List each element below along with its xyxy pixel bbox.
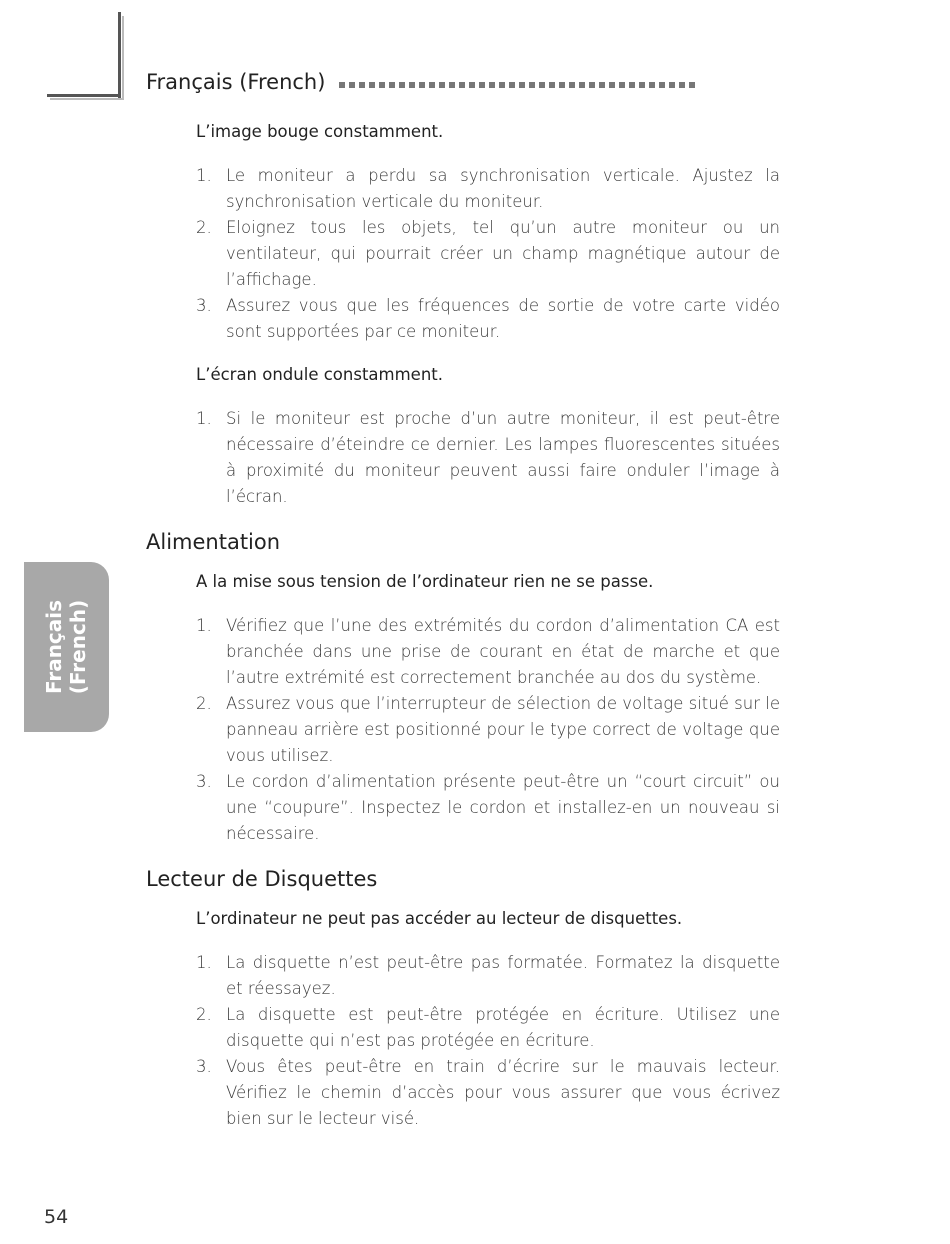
header-dot-rule (339, 82, 695, 88)
header-dot (499, 82, 505, 88)
solution-list (146, 163, 780, 345)
header-dot (469, 82, 475, 88)
header-dot (549, 82, 555, 88)
list-item (146, 406, 780, 510)
page-number: 54 (44, 1206, 69, 1228)
corner-mark-vertical-shadow (122, 16, 124, 100)
header-dot (669, 82, 675, 88)
list-item (146, 215, 780, 293)
header-dot (449, 82, 455, 88)
solution-list (146, 613, 780, 847)
header-dot (599, 82, 605, 88)
problem-heading: L’ordinateur ne peut pas accéder au lecteur de disquettes. (196, 909, 683, 928)
list-item-number: 1. (196, 953, 212, 972)
list-item-text: Assurez vous que les fréquences de sortie de votre carte vidéo sont supportées par ce moniteur. (226, 296, 780, 341)
list-item (146, 950, 780, 1002)
list-item-text: Vous êtes peut-être en train d’écrire sur le mauvais lecteur. Vérifiez le chemin d’accès pour vous assurer que vous écrivez bien sur le lecteur visé. (226, 1057, 780, 1128)
header-dot (369, 82, 375, 88)
list-item-number: 2. (196, 694, 212, 713)
header-dot (679, 82, 685, 88)
list-item-text: La disquette est peut-être protégée en écriture. Utilisez une disquette qui n’est pas protégée en écriture. (226, 1005, 780, 1050)
list-item-text: Le moniteur a perdu sa synchronisation verticale. Ajustez la synchronisation verticale du moniteur. (226, 166, 780, 211)
corner-mark-horizontal (47, 94, 121, 97)
header-dot (359, 82, 365, 88)
problem-heading: A la mise sous tension de l’ordinateur rien ne se passe. (196, 572, 654, 591)
corner-mark-horizontal-shadow (50, 98, 122, 100)
list-item (146, 1054, 780, 1132)
list-item (146, 691, 780, 769)
side-tab-line-1: Français (42, 599, 67, 695)
list-item-number: 2. (196, 218, 212, 237)
list-item-text: La disquette n’est peut-être pas formatée. Formatez la disquette et réessayez. (226, 953, 780, 998)
header-dot (589, 82, 595, 88)
list-item-number: 3. (196, 296, 212, 315)
list-item (146, 293, 780, 345)
header-dot (639, 82, 645, 88)
header-dot (579, 82, 585, 88)
header-dot (539, 82, 545, 88)
list-item-text: Si le moniteur est proche d’un autre moniteur, il est peut-être nécessaire d’éteindre ce dernier. Les lampes fluorescentes situées à proximité du moniteur peuvent aussi faire onduler l’image à l’écran. (226, 409, 780, 506)
corner-mark-vertical (118, 12, 121, 98)
list-item-number: 1. (196, 166, 212, 185)
list-item (146, 769, 780, 847)
list-item-text: Assurez vous que l’interrupteur de sélection de voltage situé sur le panneau arrière est positionné pour le type correct de voltage que vous utilisez. (226, 694, 780, 765)
header-dot (399, 82, 405, 88)
problem-heading: L’image bouge constamment. (196, 122, 444, 141)
list-item-number: 3. (196, 772, 212, 791)
problem-heading: L’écran ondule constamment. (196, 365, 443, 384)
list-item-text: Eloignez tous les objets, tel qu’un autre moniteur ou un ventilateur, qui pourrait créer un champ magnétique autour de l’affichage. (226, 218, 780, 289)
list-item-number: 1. (196, 616, 212, 635)
solution-list (146, 406, 780, 510)
header-dot (609, 82, 615, 88)
header-dot (649, 82, 655, 88)
header-dot (489, 82, 495, 88)
header-dot (459, 82, 465, 88)
header-dot (559, 82, 565, 88)
header-dot (389, 82, 395, 88)
header-dot (439, 82, 445, 88)
header-dot (419, 82, 425, 88)
header-dot (479, 82, 485, 88)
header-dot (619, 82, 625, 88)
header-dot (429, 82, 435, 88)
solution-list (146, 950, 780, 1132)
header-dot (409, 82, 415, 88)
header-title: Français (French) (146, 70, 326, 94)
list-item (146, 163, 780, 215)
language-side-tab (24, 562, 109, 732)
list-item (146, 613, 780, 691)
header-dot (569, 82, 575, 88)
page-header (146, 70, 786, 94)
section-title: Alimentation (146, 530, 281, 554)
section-title: Lecteur de Disquettes (146, 867, 378, 891)
header-dot (529, 82, 535, 88)
header-dot (339, 82, 345, 88)
list-item-number: 1. (196, 409, 212, 428)
header-dot (379, 82, 385, 88)
side-tab-line-2: (French) (66, 599, 91, 695)
main-content (146, 122, 780, 1152)
header-dot (349, 82, 355, 88)
list-item-number: 2. (196, 1005, 212, 1024)
header-dot (519, 82, 525, 88)
list-item-text: Vérifiez que l’une des extrémités du cordon d’alimentation CA est branchée dans une prise de courant en état de marche et que l’autre extrémité est correctement branchée au dos du système. (226, 616, 780, 687)
header-dot (509, 82, 515, 88)
header-dot (659, 82, 665, 88)
list-item-text: Le cordon d’alimentation présente peut-être un “court circuit” ou une “coupure”. Inspectez le cordon et installez-en un nouveau si nécessaire. (226, 772, 780, 843)
header-dot (629, 82, 635, 88)
side-tab-label (43, 600, 91, 694)
header-dot (689, 82, 695, 88)
list-item (146, 1002, 780, 1054)
list-item-number: 3. (196, 1057, 212, 1076)
